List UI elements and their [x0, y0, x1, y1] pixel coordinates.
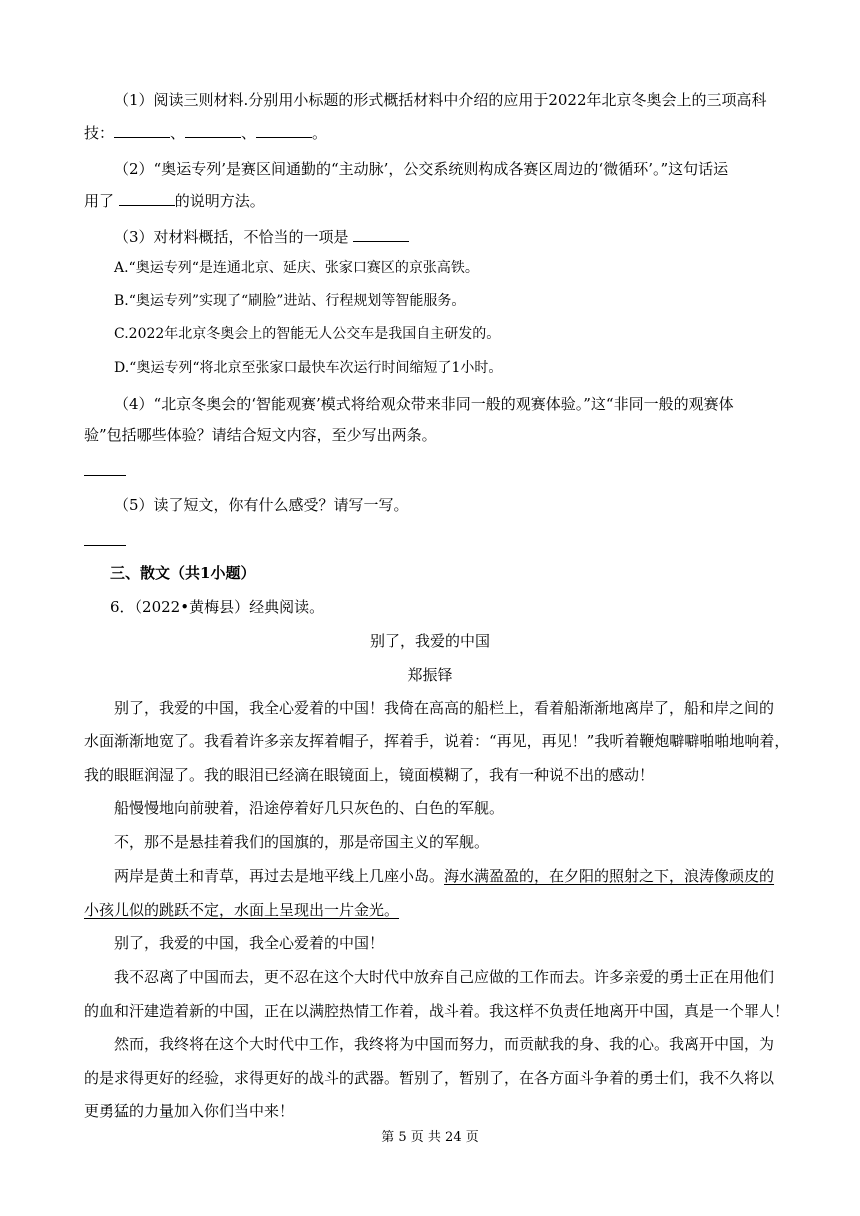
paragraph-line: 的是求得更好的经验，求得更好的战斗的武器。暂别了，暂别了，在各方面斗争着的勇士们，我不久将以 [84, 1069, 775, 1087]
q1-separator: 、 [170, 124, 186, 142]
paragraph-line [114, 866, 814, 886]
paragraph-line: 船慢慢地向前驶着，沿途停着好几只灰色的、白色的军舰。 [114, 799, 505, 817]
q2-prefix: 用了 [84, 192, 119, 210]
paragraph-line [84, 900, 784, 920]
answer-blank[interactable] [84, 530, 126, 546]
q5-answer-line [84, 530, 784, 551]
article-author: 郑振铎 [407, 666, 453, 684]
page-footer: 第 5 页 共 24 页 [381, 1130, 479, 1145]
q4-answer-line [84, 460, 784, 481]
answer-blank[interactable] [114, 122, 170, 138]
article-title: 别了，我爱的中国 [369, 632, 490, 650]
paragraph-line: 别了，我爱的中国，我全心爱着的中国！ [114, 934, 385, 952]
paragraph-line: 更勇猛的力量加入你们当中来！ [84, 1102, 295, 1120]
answer-blank[interactable] [256, 122, 312, 138]
answer-blank[interactable] [353, 226, 409, 242]
answer-blank[interactable] [119, 190, 175, 206]
q3-text: （3）对材料概括，不恰当的一项是 [114, 228, 354, 246]
q2-line1: （2）“奥运专列’是赛区间通勤的“主动脉’，公交系统则构成各赛区周边的‘微循环’。”这句话运 [114, 160, 729, 178]
paragraph-line: 我不忍离了中国而去，更不忍在这个大时代中放弃自己应做的工作而去。许多亲爱的勇士正在用他们 [114, 968, 775, 986]
paragraph-line: 水面渐渐地宽了。我看着许多亲友挥着帽子，挥着手，说着：“再见，再见！”我听着鞭炮噼噼啪啪地响着， [84, 732, 790, 750]
section-heading: 三、散文（共1小题） [110, 564, 256, 582]
q1-prefix: 技： [84, 124, 115, 142]
underlined-text: 小孩儿似的跳跃不定，水面上呈现出一片金光。 [84, 901, 400, 919]
q3-option-b: B.“奥运专列”实现了“刷脸”进站、行程规划等智能服务。 [114, 293, 466, 309]
answer-blank[interactable] [84, 460, 126, 476]
q3-option-c: C.2022年北京冬奥会上的智能无人公交车是我国自主研发的。 [114, 326, 501, 342]
q5-line: （5）读了短文，你有什么感受？请写一写。 [114, 496, 409, 514]
q1-line2 [84, 122, 784, 143]
plain-text: 两岸是黄土和青草，再过去是地平线上几座小岛。 [114, 867, 445, 885]
q3-option-a: A.“奥运专列“是连通北京、延庆、张家口赛区的京张高铁。 [114, 260, 479, 276]
question-6-intro: 6．（2022•黄梅县）经典阅读。 [110, 598, 325, 616]
paragraph-line: 我的眼眶润湿了。我的眼泪已经滴在眼镜面上，镜面模糊了，我有一种说不出的感动！ [84, 766, 655, 784]
q1-end: 。 [312, 124, 328, 142]
paragraph-line: 的血和汗建造着新的中国，正在以满腔热情工作着，战斗着。我这样不负责任地离开中国，真是一个罪人！ [84, 1002, 790, 1020]
answer-blank[interactable] [185, 122, 241, 138]
q2-suffix: 的说明方法。 [174, 192, 265, 210]
underlined-text: 海水满盈盈的，在夕阳的照射之下，浪涛像顽皮的 [444, 867, 775, 885]
q4-line1: （4）“北京冬奥会的‘智能观赛’模式将给观众带来非同一般的观赛体验。”这“非同一般的观赛体 [114, 395, 734, 413]
paragraph-line: 别了，我爱的中国，我全心爱着的中国！我倚在高高的船栏上，看着船渐渐地离岸了，船和岸之间的 [114, 699, 775, 717]
paragraph-line: 然而，我终将在这个大时代中工作，我终将为中国而努力，而贡献我的身、我的心。我离开中国，为 [114, 1035, 775, 1053]
paragraph-line: 不，那不是悬挂着我们的国旗的，那是帝国主义的军舰。 [114, 833, 490, 851]
q3-line [114, 226, 814, 247]
q3-option-d: D.“奥运专列“将北京至张家口最快车次运行时间缩短了1小时。 [114, 360, 503, 376]
q2-line2 [84, 190, 784, 211]
q4-line2: 验”包括哪些体验？请结合短文内容，至少写出两条。 [84, 426, 437, 444]
q1-separator: 、 [241, 124, 257, 142]
q1-line1: （1）阅读三则材料.分别用小标题的形式概括材料中介绍的应用于2022年北京冬奥会上的三项高科 [114, 91, 767, 109]
